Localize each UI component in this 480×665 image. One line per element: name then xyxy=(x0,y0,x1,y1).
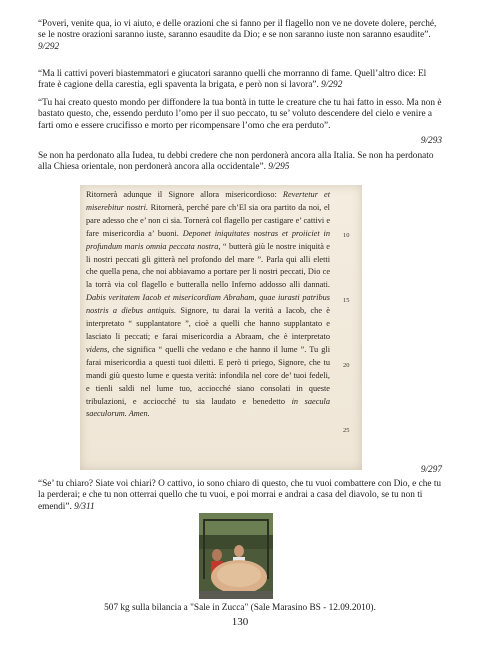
paragraph-1-text: “Poveri, venite qua, io vi aiuto, e delle orazioni che si fanno per il flagello non ve ne dovete dolere, perché, se le nostre orazioni saranno iuste, saranno esaudite da Dio; e se non saranno iuste non saranno esaudite”. xyxy=(38,19,437,41)
paragraph-4-ref: 9/295 xyxy=(268,162,290,173)
scan-text-segment: che significa “ quelli che vedano e che hanno il lume ”. Tu gli farai misericordia a questi tuoi diletti. E però ti priego, Signore, che tu mandi giù questo lume e questa verità: infondila nel core de’ tuoi fedeli, e tienli saldi nel lume tuo, acciocché siano consolati in queste tribulazioni, e acciocché tu sia laudato e benedetto xyxy=(86,344,330,406)
scanned-page-excerpt xyxy=(80,185,362,470)
scan-ref: 9/297 xyxy=(420,465,442,475)
photo-caption: 507 kg sulla bilancia a "Sale in Zucca" (Sale Marasino BS - 12.09.2010). xyxy=(104,603,376,613)
paragraph-2 xyxy=(38,69,442,92)
paragraph-4-text: Se non ha perdonato alla Iudea, tu debbi credere che non perdonerà ancora alla Italia. Se non ha perdonato alla Chiesa orientale, non perdonerà ancora alla occidentale”. xyxy=(38,151,434,173)
page-number: 130 xyxy=(231,616,249,628)
scanned-paragraph xyxy=(86,189,330,421)
paragraph-1-ref: 9/292 xyxy=(38,41,60,52)
closing-paragraph xyxy=(38,479,442,513)
latin-quote: videns, xyxy=(86,344,110,354)
paragraph-4 xyxy=(38,151,442,174)
closing-ref: 9/311 xyxy=(74,501,95,512)
scan-text-segment: “ butterà giù le nostre iniquità e li nostri peccati gli gitterà nel profondo del mare ”. Parla qui alli eletti che quella pena, che noi abbiavamo a portare per li nostri peccati, Dio ce la torrà via col flagello e butteralla nello Inferno addosso alli dannati. xyxy=(86,241,330,290)
scan-text-segment: Ritornerà, perché pare ch’El sia ora partito da noi, el pare adesso che e’ non ci sia. Tornerà col flagello per castigare e’ cattivi e fare misericordia a’ buoni. xyxy=(86,202,330,238)
scanned-text xyxy=(86,189,330,421)
pumpkin-photo xyxy=(199,513,273,599)
paragraph-3-text: “Tu hai creato questo mondo per diffondere la tua bontà in tutte le creature che tu hai fatto in esso. Ma non è bastato questo, che, essendo perduto l’omo per il suo peccato, tu se’ voluto descendere del cielo e venire a farti omo e essere crucifisso e morto per ricompensare l’omo che era perduto”. xyxy=(38,98,442,131)
line-number: 25 xyxy=(343,427,350,434)
latin-quote: Revertetur et miserebitur nostri. xyxy=(86,190,330,212)
paragraph-3 xyxy=(38,98,442,132)
scan-text-segment: Ritornerà adunque il Signore allora misericordioso: xyxy=(86,190,283,199)
latin-quote: Dabis veritatem Iacob et misericordiam Abraham, quae iurasti patribus nostris a diebus antiquis. xyxy=(86,293,330,316)
line-number: 10 xyxy=(343,232,350,239)
line-number: 15 xyxy=(343,297,350,304)
scan-text-segment: Signore, tu darai la verità a Iacob, che è interpretato “ supplantatore ”, cioè a quelli che hanno supplantato e lasciato li peccati; e farai misericordia a Abraam, che è interpretato xyxy=(86,306,330,341)
paragraph-2-text: “Ma li cattivi poveri biastemmatori e giucatori saranno quelli che morranno di fame. Quell’altro dice: El frate è cagione della carestia, egli spaventa la brigata, e però non si lavora”. xyxy=(38,69,427,91)
paragraph-3-ref: 9/293 xyxy=(420,136,442,146)
paragraph-2-ref: 9/292 xyxy=(321,80,343,91)
paragraph-1 xyxy=(38,19,442,53)
closing-text: “Se’ tu chiaro? Siate voi chiari? O cattivo, io sono chiaro di questo, che tu vuoi combattere con Dio, e che tu la perderai; e che tu non otterrai quello che tu vuoi, e poi morrai e andrai a casa del diavolo, se tu non ti emendi”. xyxy=(38,479,442,512)
latin-quote: in saecula saeculorum. Amen. xyxy=(86,396,330,419)
line-number: 20 xyxy=(343,362,350,369)
latin-quote: Deponet iniquitates nostras et proiiciet in profundum maris omnia peccata nostra, xyxy=(86,228,330,251)
